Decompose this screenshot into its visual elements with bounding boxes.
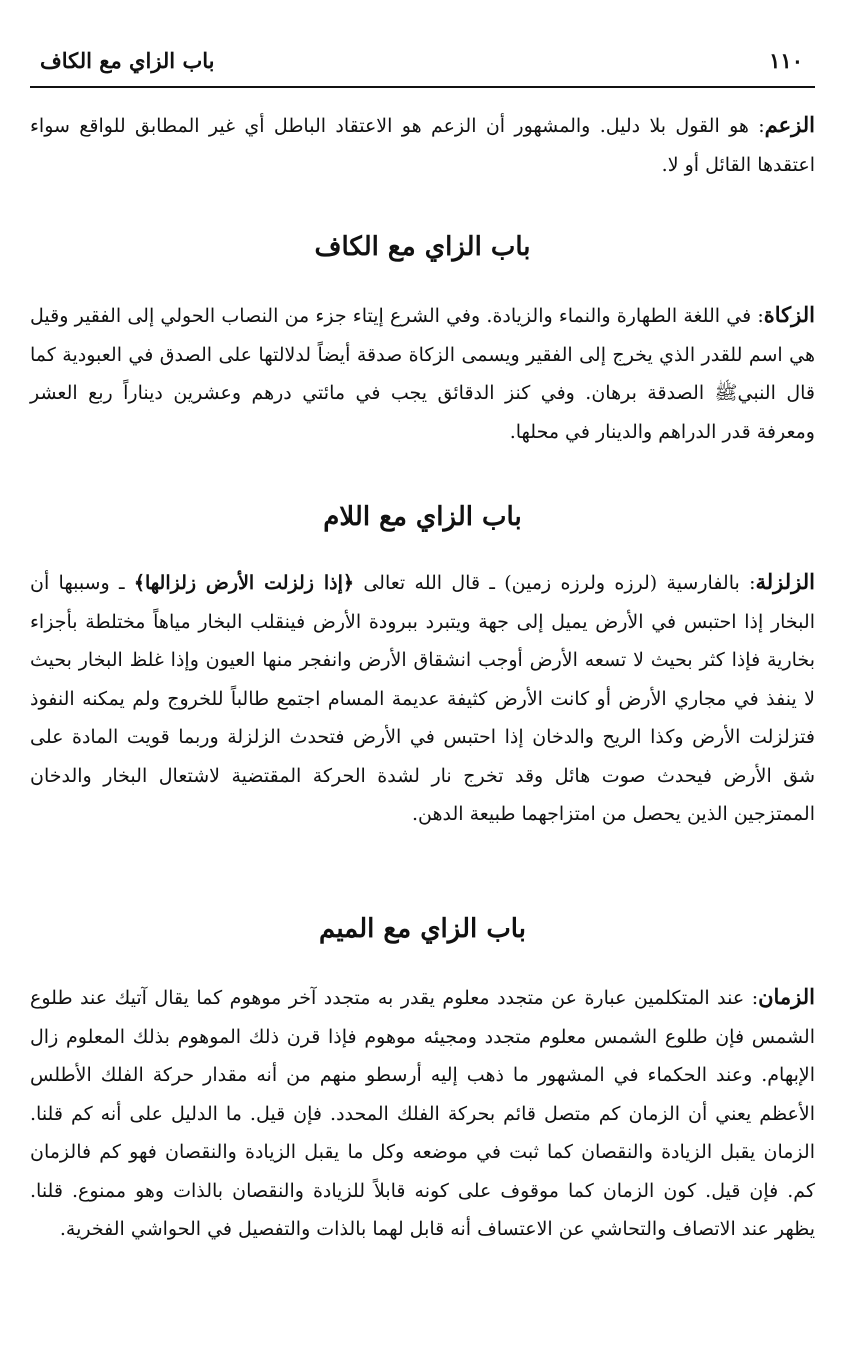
entry-term: الزكاة: [763, 302, 815, 327]
section-heading-lam: باب الزاي مع اللام: [323, 502, 522, 532]
entry-zalzala: [30, 563, 815, 834]
entry-paragraph: [30, 296, 815, 451]
entry-paragraph: [30, 978, 815, 1249]
page-header: [30, 44, 815, 88]
quran-verse: ﴿إذا زلزلت الأرض زلزالها﴾: [133, 572, 355, 594]
entry-text: : عند المتكلمين عبارة عن متجدد معلوم يقدر به متجدد آخر موهوم كما يقال آتيك عند طلوع الشمس فإن طلوع الشمس معلوم متجدد ومجيئه موهوم فإذا قرن ذلك الموهوم بذلك المعلوم زال الإبهام. وعند الحكماء في المشهور ما ذهب إليه أرسطو منهم من أنه مقدار حركة الفلك الأطلس الأعظم يعني أن الزمان كم متصل قائم بحركة الفلك المحدد. فإن قيل. ما الدليل على أنه كم قلنا. الزمان يقبل الزيادة والنقصان كما ثبت في موضعه وكل ما يقبل الزيادة والنقصان فهو كم فالزمان كم. فإن قيل. كون الزمان كما موقوف على كونه قابلاً للزيادة والنقصان بالذات وهو ممنوع. قلنا. يظهر عند الاتصاف والتحاشي عن الاعتساف أنه قابل لهما بالذات والتفصيل في الحواشي الفخرية.: [30, 987, 815, 1240]
entry-text: ـ وسببها أن البخار إذا احتبس في الأرض يميل إلى جهة ويتبرد ببرودة الأرض فينقلب البخار مياهاً مختلطة بأجزاء بخارية فإذا كثر بحيث لا تسعه الأرض أوجب انشقاق الأرض وانفجر منها العيون وإذا غلظ البخار بحيث لا ينفذ في مجاري الأرض أو كانت الأرض كثيفة عديمة المسام اجتمع طالباً للخروج ولم يمكنه النفوذ فتزلزلت الأرض وكذا الريح والدخان إذا احتبس في الأرض فتحدث الزلزلة وربما قويت المادة على شق الأرض فيحدث صوت هائل وقد تخرج نار لشدة الحركة المقتضية لاشتعال البخار والدخان الممتزجين الذين يحصل من امتزاجهما طبيعة الدهن.: [30, 572, 815, 825]
entry-text: : بالفارسية (لرزه ولرزه زمين) ـ قال الله تعالى: [354, 572, 756, 594]
section-heading-kaf: باب الزاي مع الكاف: [314, 232, 531, 262]
entry-term: الزلزلة: [755, 569, 815, 594]
document-page: [30, 0, 815, 1371]
page-number: ١١٠: [769, 48, 803, 73]
entry-text: : في اللغة الطهارة والنماء والزيادة. وفي الشرع إيتاء جزء من النصاب الحولي إلى الفقير وقيل هي اسم للقدر الذي يخرج إلى الفقير ويسمى الزكاة صدقة أيضاً لدلالتها على الصدق في العبودية كما قال النبيﷺ الصدقة برهان. وفي كنز الدقائق يجب في مائتي درهم وعشرين ديناراً ربع العشر ومعرفة قدر الدراهم والدينار في محلها.: [30, 305, 815, 443]
entry-paragraph: [30, 106, 815, 184]
entry-paragraph: [30, 563, 815, 834]
entry-term: الزمان: [758, 984, 815, 1009]
entry-text: : هو القول بلا دليل. والمشهور أن الزعم هو الاعتقاد الباطل أي غير المطابق للواقع سواء اعتقدها القائل أو لا.: [30, 115, 815, 176]
entry-term: الزعم: [764, 112, 815, 137]
section-heading-mim: باب الزاي مع الميم: [319, 914, 526, 944]
running-title: باب الزاي مع الكاف: [40, 48, 215, 73]
entry-zakat: [30, 296, 815, 451]
entry-zaam: [30, 106, 815, 184]
entry-zaman: [30, 978, 815, 1249]
